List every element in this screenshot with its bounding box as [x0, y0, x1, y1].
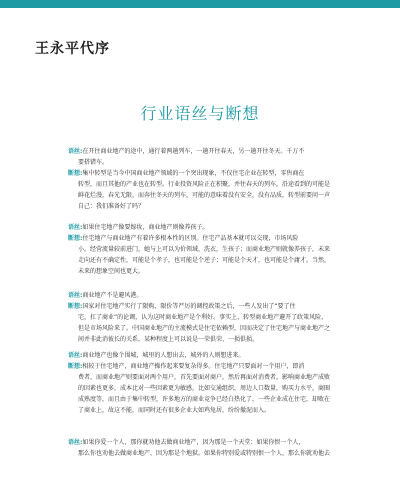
duanxiang-line — [68, 266, 340, 277]
yusi-line — [68, 448, 340, 459]
duanxiang-text: 费者，而商业地产则要面对两个用户，首先要面对商户，然后再面对消费者。影响商业地产成败 — [78, 374, 331, 381]
duanxiang-line — [68, 383, 340, 394]
duanxiang-text: 转型，而且其他的产业也在转型。行业投资风险正在积聚，并往春天的列车，沿途看到的可能是 — [78, 181, 331, 188]
yusi-text: 在开往商业地产的途中，通行着两趟列车，一趟开往春天，另一趟开往冬天。千万不 — [82, 148, 305, 155]
duanxiang-text: 未来的想象空间也更大。 — [78, 268, 145, 275]
paragraph-block — [68, 146, 340, 212]
duanxiang-line — [68, 255, 340, 266]
duanxiang-line — [68, 334, 340, 345]
duanxiang-text: 鲜花烂漫，春光无限，而奔往冬天的列车，可能的意味着没有安全，没有品质，转型前要问一声 — [78, 192, 331, 199]
duanxiang-tag: 断想: — [68, 235, 83, 242]
yusi-tag: 语丝: — [68, 352, 83, 359]
yusi-line — [68, 290, 340, 301]
duanxiang-line — [68, 233, 340, 244]
duanxiang-text: 间并非此消彼长的关系，某种程度上可以说是一荣俱荣、一损俱损。 — [78, 336, 259, 343]
paragraph-block — [68, 290, 340, 345]
duanxiang-text: 的因素也更多，成本比对一些因素更为敏感，比如交通组织，周边人口数量，购买力水平，商圈 — [78, 385, 331, 392]
duanxiang-line — [68, 168, 340, 179]
paragraph-block — [68, 437, 340, 459]
yusi-line — [68, 437, 340, 448]
yusi-tag: 语丝: — [68, 148, 83, 155]
yusi-line — [68, 350, 340, 361]
duanxiang-text: 集中转型是当今中国商业地产领域的一个突出现象，不仅住宅企业在转型，零售商在 — [82, 170, 305, 177]
duanxiang-tag: 断想: — [68, 363, 83, 370]
duanxiang-line — [68, 190, 340, 201]
yusi-text: 商业地产也像个围城，城里的人想出去，城外的人则想进来。 — [82, 352, 245, 359]
yusi-line — [68, 157, 340, 168]
duanxiang-tag: 断想: — [68, 303, 83, 310]
yusi-text: 那么你也劝他去做商业地产，因为那是个地狱。如果你特别爱或特别恨一个人，那么你就劝他去 — [78, 450, 331, 457]
duanxiang-line — [68, 312, 340, 323]
yusi-text: 要搭错车。 — [78, 159, 109, 166]
duanxiang-line — [68, 323, 340, 334]
yusi-line — [68, 222, 340, 233]
yusi-tag: 语丝: — [68, 292, 83, 299]
yusi-text: 商业地产不是避风港。 — [82, 292, 143, 299]
paragraph-block — [68, 222, 340, 277]
duanxiang-line — [68, 361, 340, 372]
duanxiang-text: 走向还有不确定性，可能是个孝子，也可能是个逆子；可能是个天才，也可能是个庸才。当然， — [78, 257, 331, 264]
duanxiang-line — [68, 201, 340, 212]
duanxiang-line — [68, 405, 340, 416]
duanxiang-text: 国家对住宅地产实行了限购、限价等严厉的调控政策之后，一些人发出了“要了住 — [82, 303, 296, 310]
duanxiang-line — [68, 244, 340, 255]
duanxiang-text: 成熟度等，而且由于集中转型，许多地方的商业竞争已经白热化了，一些企业成在住宅，却败在 — [78, 396, 331, 403]
top-accent-bar — [0, 0, 400, 8]
duanxiang-tag: 断想: — [68, 170, 83, 177]
duanxiang-text: 小，经营流量较前进门，她与上可以为价领域，洗衣，生孩子；而商业地产则就像养孩子，未来 — [78, 246, 331, 253]
yusi-tag: 语丝: — [68, 439, 83, 446]
duanxiang-text: 但是市场风险来了。中国商业地产的主流模式是住宅依赖型，因而决定了住宅地产与商业地产之 — [78, 325, 331, 332]
duanxiang-line — [68, 301, 340, 312]
yusi-text: 如果你爱一个人，那你就劝他去做商业地产，因为那是一个天堂；如果你恨一个人， — [82, 439, 305, 446]
duanxiang-text: 自己：我们准备好了吗？ — [78, 203, 145, 210]
duanxiang-line — [68, 179, 340, 190]
duanxiang-line — [68, 372, 340, 383]
section-title: 行业语丝与断想 — [140, 104, 260, 123]
yusi-text: 如果住宅地产像要嫁妆，商业地产则像养孩子。 — [82, 224, 209, 231]
duanxiang-text: 了商业上，故这不能，而同时还有很多企业大如鸡兔居，纷纷撤泥而入。 — [78, 407, 271, 414]
page-header: 王永平代序 — [35, 41, 110, 57]
duanxiang-text: 宅，扛了商业”的论调，认为这时商业地产是个利好。事实上，转型商业地产避开了政策风险， — [78, 314, 328, 321]
paragraph-block — [68, 350, 340, 416]
duanxiang-text: 住宅地产与商业地产有着许多根本性的区别。住宅产品基本就可以交现，市场风险 — [82, 235, 299, 242]
yusi-line — [68, 146, 340, 157]
duanxiang-line — [68, 394, 340, 405]
duanxiang-text: 相较于住宅地产，商业地产操作起来要复杂得多。住宅地产只要面对一个用户，即消 — [82, 363, 305, 370]
yusi-tag: 语丝: — [68, 224, 83, 231]
